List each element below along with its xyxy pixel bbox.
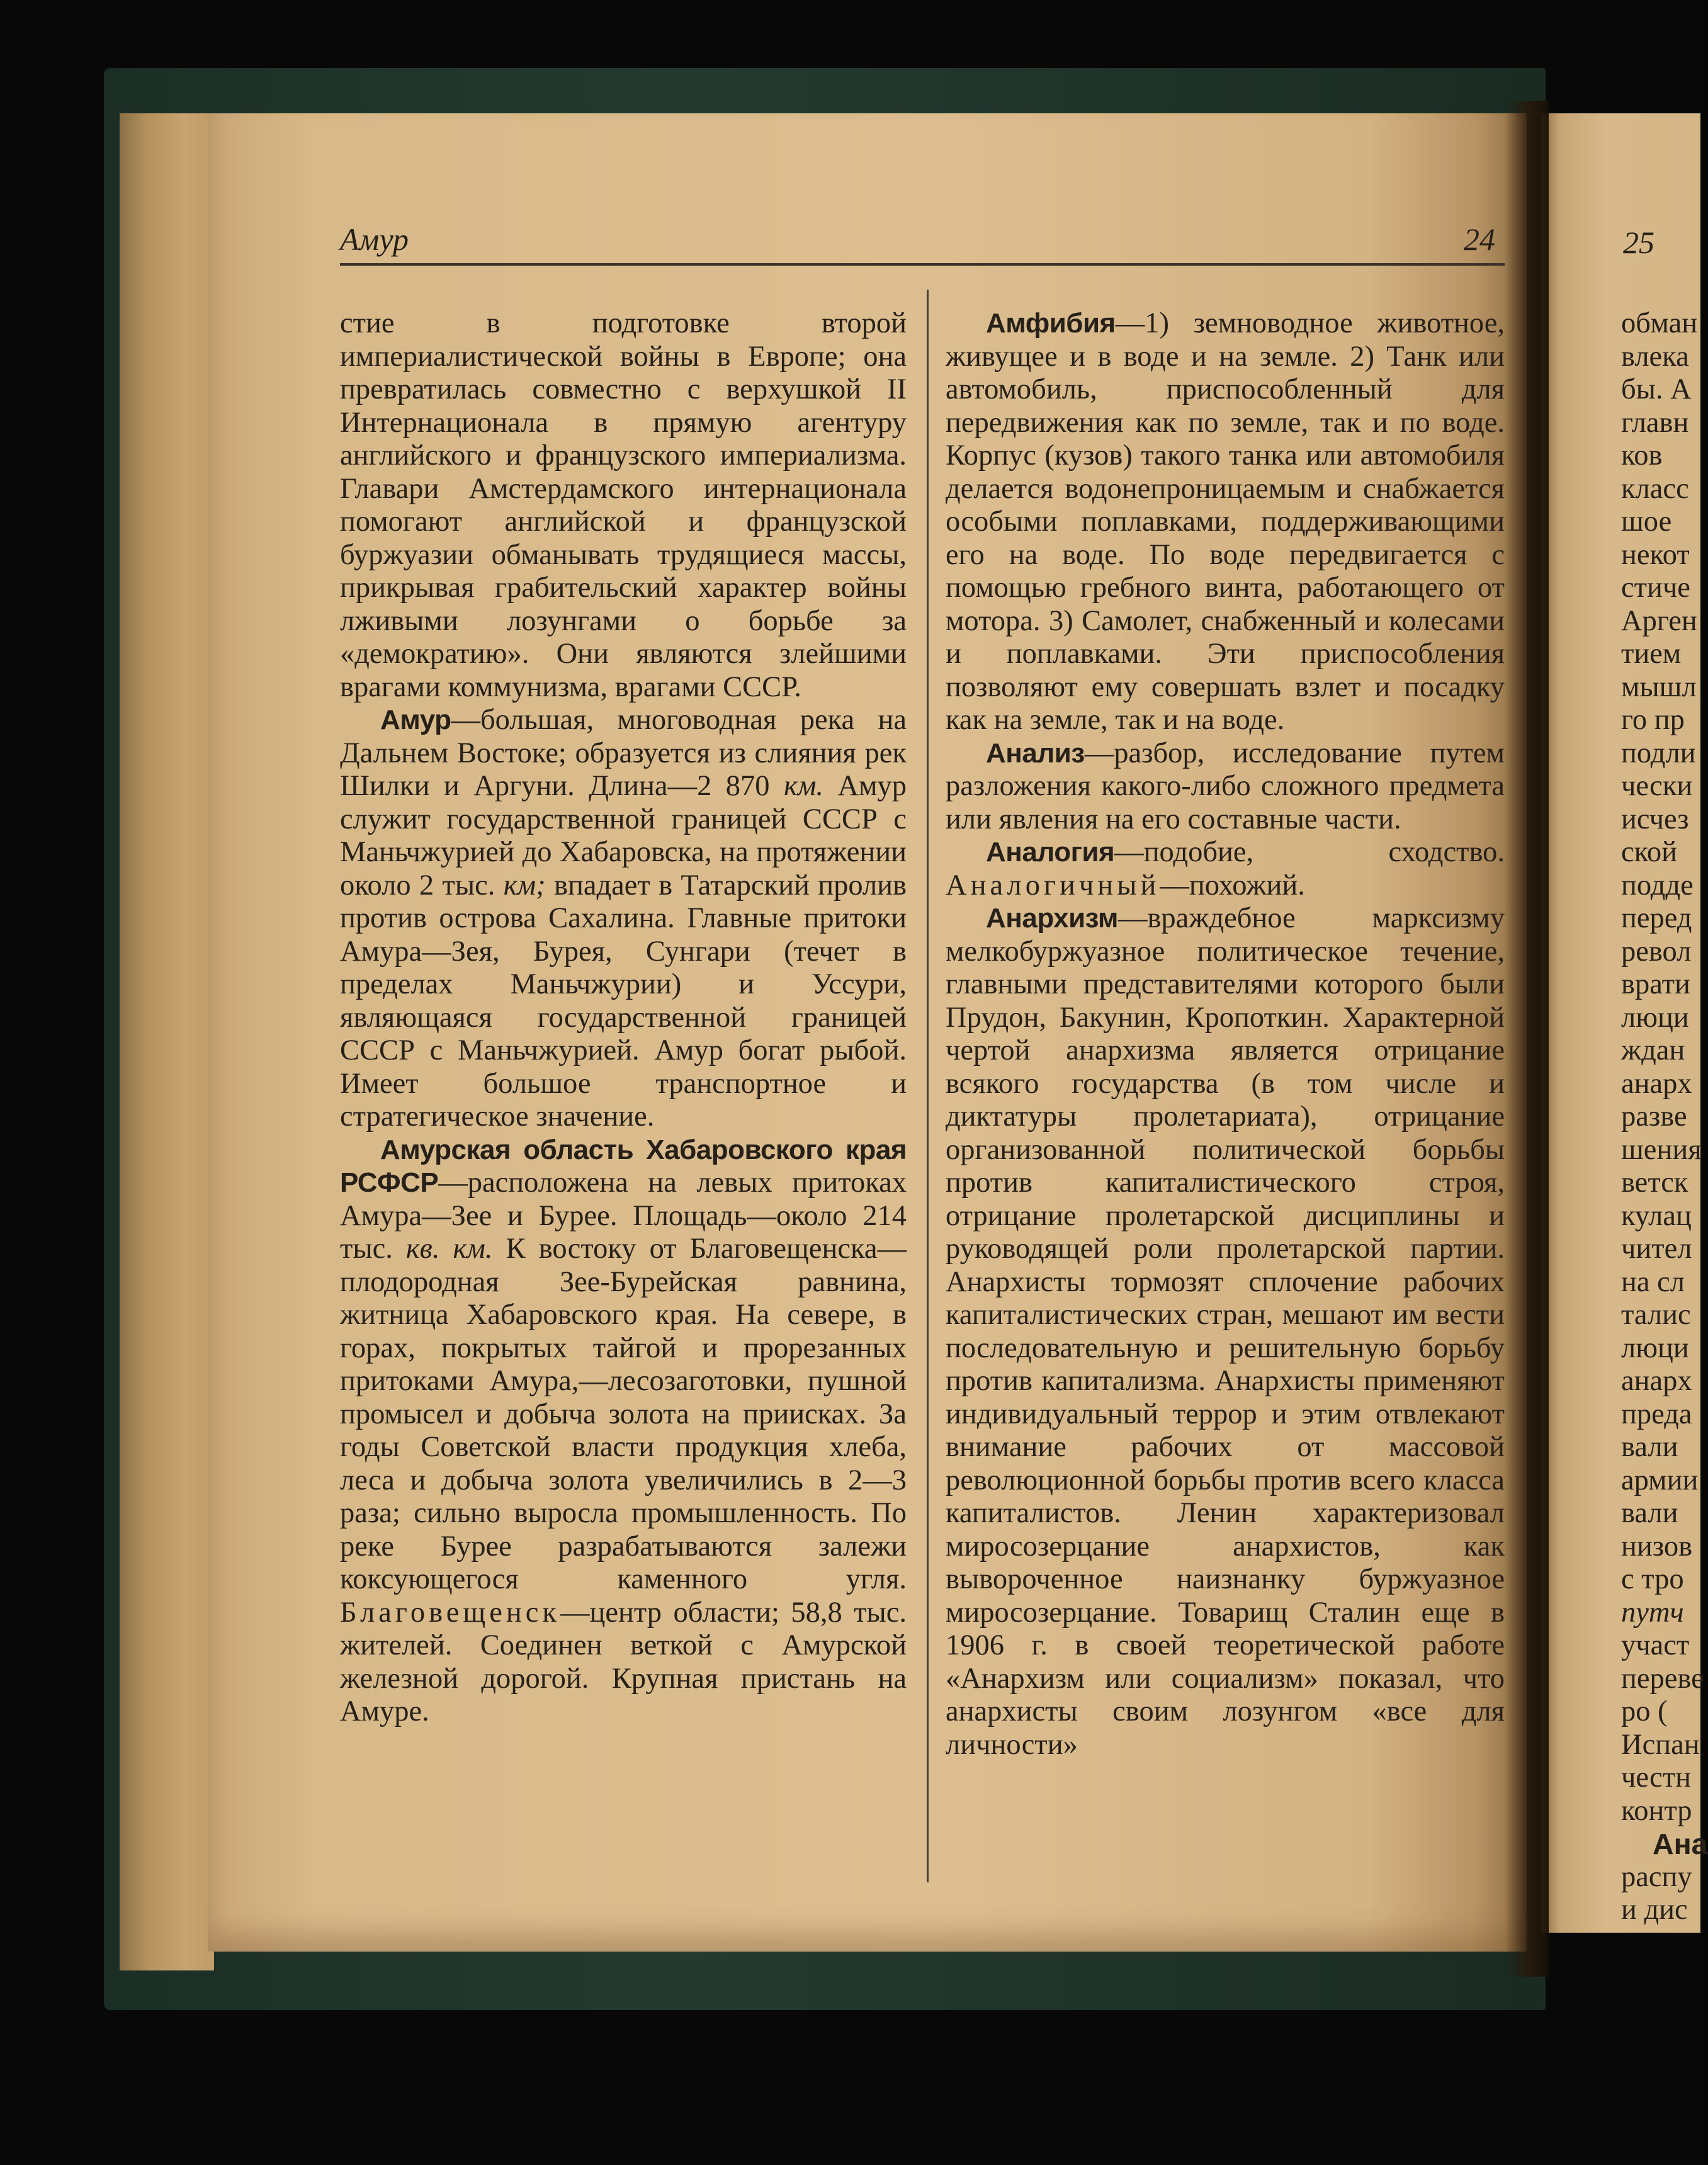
fragment-line: разве — [1621, 1100, 1687, 1133]
entry-term: Анархизм — [986, 903, 1118, 934]
fragment-line: низов — [1621, 1530, 1693, 1563]
entry-term: Амур — [380, 704, 451, 735]
fragment-line: переве — [1621, 1662, 1704, 1695]
derived-term: Аналогичный — [946, 869, 1160, 902]
column-left — [340, 307, 907, 1729]
header-rule — [340, 263, 1505, 266]
page-number-right: 25 — [1623, 225, 1654, 260]
fragment-line: бы. А — [1621, 373, 1692, 405]
page-number-left: 24 — [1464, 222, 1495, 257]
entry-term: Амурская область Хабаровского края РСФСР — [340, 1134, 907, 1198]
unit: км. — [783, 770, 824, 802]
fragment-line: вали — [1621, 1431, 1678, 1463]
entry-text: Амур служит государственной границей СССР с Маньчжурией до Хабаровска, на протяжении около 2 тыс. — [340, 770, 907, 902]
entry-text: —подобие, сходство. — [1114, 836, 1505, 868]
fragment-line: тием — [1621, 638, 1682, 670]
book-gutter — [1505, 101, 1549, 1977]
fragment-line: шения — [1621, 1133, 1702, 1166]
entry-text: —расположена на левых притоках Амура—Зее и Бурее. Площадь—около 214 тыс. — [340, 1167, 907, 1265]
entry-analogy — [946, 836, 1505, 902]
fragment-line: чески — [1621, 770, 1693, 802]
entry-text: —враждебное марксизму мелкобуржуазное политическое течение, главными представителями которого были Прудон, Бакунин, Кропоткин. Характерной чертой анархизма является отрицание всякого государства (в том числе и диктатуры пролетариата), отрицание организованной политической борьбы против капиталистического строя, отрицание пролетарской дисциплины и руководящей роли пролетарской партии. Анархисты тормозят сплочение рабочих капиталистических стран, мешают им вести последовательную и решительную борьбу против капитализма. Анархисты применяют индивидуальный террор и этим отвлекают внимание рабочих от массовой революционной борьбы против всего класса капиталистов. Ленин характеризовал миросозерцание анархистов, как вывороченное наизнанку буржуазное миросозерцание. Товарищ Сталин еще в 1906 г. в своей теоретической работе «Анархизм или социализм» показал, что анархисты своим лозунгом «все для личности» — [946, 902, 1505, 1761]
fragment-line: ветск — [1621, 1167, 1688, 1199]
fragment-line: подде — [1621, 869, 1694, 902]
fragment-line: шое — [1621, 506, 1672, 538]
fragment-line: ждан — [1621, 1034, 1685, 1066]
fragment-line: некот — [1621, 538, 1690, 571]
paragraph-continued: стие в подготовке второй империалистической войны в Европе; она превратилась совместно с верхушкой II Интернационала в прямую агентуру английского и французского империализма. Главари Амстердамского интернационала помогают английской и французской буржуазии обманывать трудящиеся массы, прикрывая грабительский характер войны лживыми лозунгами о борьбе за «демократию». Они являются злейшими врагами коммунизма, врагами СССР. — [340, 307, 907, 703]
column-right — [946, 307, 1505, 1761]
entry-analysis — [946, 737, 1505, 837]
entry-text: —большая, многоводная река на Дальнем Востоке; образуется из слияния рек Шилки и Аргуни. Длина—2 870 — [340, 704, 907, 802]
fragment-line: влека — [1621, 340, 1689, 373]
running-head: Амур — [340, 222, 409, 257]
fragment-line: перед — [1621, 902, 1692, 934]
fragment-line: Арген — [1621, 604, 1697, 637]
entry-amphibia — [946, 307, 1505, 737]
entry-term: Амфибия — [986, 308, 1116, 339]
fragment-line: люци — [1621, 1331, 1689, 1364]
fragment-line: ков — [1621, 439, 1663, 472]
page-stack-edge — [120, 113, 214, 1970]
fragment-line: Ана — [1653, 1828, 1708, 1860]
fragment-line: контр — [1621, 1794, 1692, 1827]
fragment-line: на сл — [1621, 1265, 1685, 1298]
fragment-line: вали — [1621, 1497, 1678, 1529]
fragment-line: кулац — [1621, 1199, 1692, 1232]
entry-text: —1) земноводное животное, живущее и в воде и на земле. 2) Танк или автомобиль, приспособленный для передвижения как по земле, так и по воде. Корпус (кузов) такого танка или автомобиля делается водонепроницаемым и снабжается особыми поплавками, поддерживающими его на воде. По воде передвигается с помощью гребного винта, работающего от мотора. 3) Самолет, снабженный и колесами и поплавками. Эти приспособления позволяют ему совершать взлет и посадку как на земле, так и на воде. — [946, 307, 1505, 736]
entry-anarchism — [946, 902, 1505, 1761]
fragment-line: стиче — [1621, 572, 1690, 604]
fragment-line: револ — [1621, 935, 1692, 968]
fragment-line: распу — [1621, 1860, 1692, 1893]
entry-text: К востоку от Благовещенска—плодородная Зее-Бурейская равнина, житница Хабаровского края. На севере, в горах, покрытых тайгой и прорезанных притоками Амура,—лесозаготовки, пушной промысел и добыча золота на приисках. За годы Советской власти продукция хлеба, леса и добыча золота увеличились в 2—3 раза; сильно выросла промышленность. По реке Бурее разрабатываются залежи коксующегося каменного угля. — [340, 1233, 907, 1595]
entry-amur-region — [340, 1134, 907, 1729]
fragment-line: исчез — [1621, 803, 1689, 835]
fragment-line: обман — [1621, 307, 1698, 339]
unit: кв. км. — [405, 1233, 493, 1265]
fragment-line: ро ( — [1621, 1695, 1668, 1727]
entry-term: Аналогия — [986, 837, 1115, 868]
entry-text: впадает в Татарский пролив против острова Сахалина. Главные притоки Амура—Зея, Бурея, Сунгари (течет в пределах Маньчжурии) и Уссури, являющаяся государственной границей СССР с Маньчжурией. Амур богат рыбой. Имеет большое транспортное и стратегическое значение. — [340, 869, 907, 1133]
fragment-line: с тро — [1621, 1563, 1684, 1595]
fragment-line: преда — [1621, 1398, 1692, 1430]
city-name: Благовещенск — [340, 1596, 560, 1629]
fragment-line: подли — [1621, 737, 1696, 769]
fragment-line: Испан — [1621, 1728, 1700, 1761]
entry-term: Анализ — [986, 737, 1085, 769]
fragment-line: го пр — [1621, 704, 1685, 736]
fragment-line: врати — [1621, 968, 1690, 1000]
fragment-line: чител — [1621, 1233, 1692, 1265]
fragment-line: армии — [1621, 1464, 1699, 1496]
unit: км; — [503, 869, 546, 902]
fragment-line: мышл — [1621, 670, 1697, 703]
column-rule — [927, 290, 929, 1882]
entry-amur — [340, 704, 907, 1134]
fragment-line: анарх — [1621, 1365, 1692, 1397]
next-page-column-fragment — [1621, 307, 1708, 1927]
entry-text: —центр области; 58,8 тыс. жителей. Соединен веткой с Амурской железной дорогой. Крупная пристань на Амуре. — [340, 1596, 907, 1727]
fragment-line: и дис — [1621, 1894, 1688, 1926]
entry-text: —разбор, исследование путем разложения какого-либо сложного предмета или явления на его составные части. — [946, 737, 1505, 835]
fragment-line: честн — [1621, 1761, 1692, 1794]
fragment-line: участ — [1621, 1629, 1690, 1661]
fragment-line: главн — [1621, 406, 1689, 439]
fragment-line: талис — [1621, 1299, 1691, 1331]
entry-text: —похожий. — [1160, 869, 1305, 902]
fragment-line: ской — [1621, 836, 1678, 868]
fragment-line: люци — [1621, 1001, 1689, 1034]
fragment-line: класс — [1621, 472, 1689, 505]
fragment-line: анарх — [1621, 1067, 1692, 1100]
fragment-line: путч — [1621, 1596, 1684, 1629]
